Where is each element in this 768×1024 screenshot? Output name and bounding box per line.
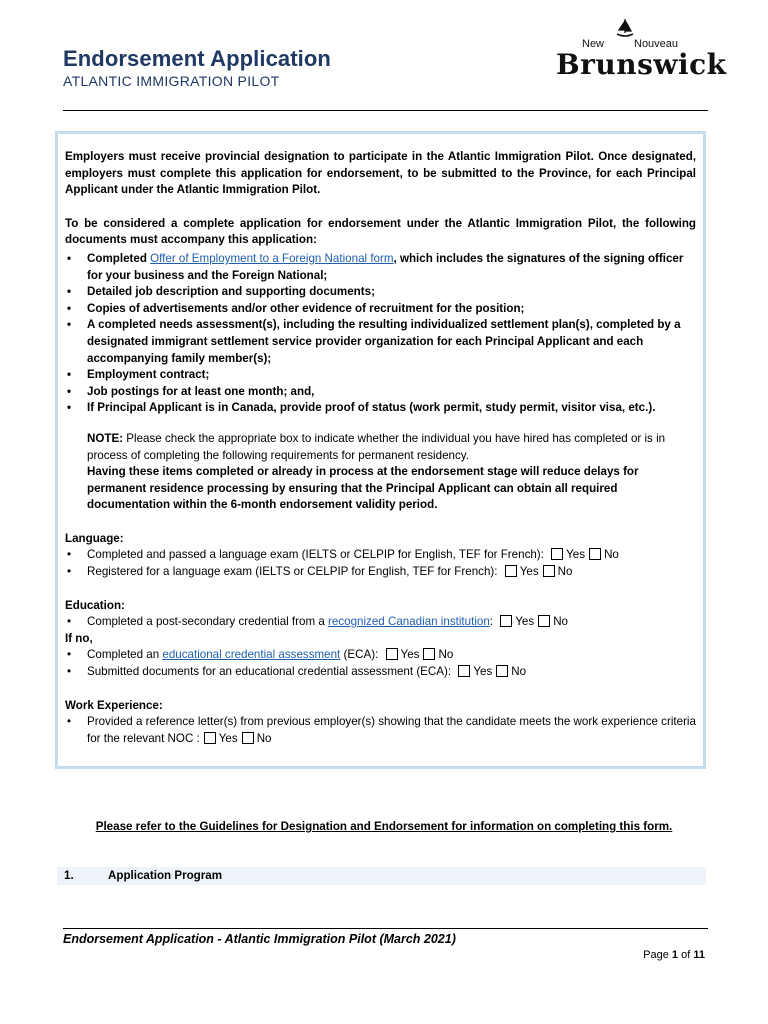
eca-submitted-yes-checkbox[interactable] — [458, 665, 470, 677]
work-list — [65, 714, 696, 747]
language-heading: Language: — [65, 531, 124, 545]
eca-submitted-no-checkbox[interactable] — [496, 665, 508, 677]
language-list — [65, 547, 696, 580]
logo-new: New — [582, 38, 605, 50]
eca-link[interactable]: educational credential assessment — [162, 648, 341, 662]
list-item: • Completed Offer of Employment to a Foreign National form, which includes the signatures of the signing officer for your business and the Foreign National; — [65, 251, 696, 284]
work-reference-no-checkbox[interactable] — [242, 732, 254, 744]
list-item: • Completed an educational credential assessment (ECA): Yes No — [65, 647, 696, 664]
required-documents-list — [65, 251, 696, 417]
new-brunswick-logo — [552, 18, 727, 81]
footer-divider — [63, 928, 708, 929]
work-experience-heading: Work Experience: — [65, 698, 163, 712]
language-registered-yes-checkbox[interactable] — [505, 565, 517, 577]
note-label: NOTE: — [87, 431, 124, 445]
page-title: Endorsement Application — [63, 46, 331, 71]
language-registered-no-checkbox[interactable] — [543, 565, 555, 577]
note-text: Please check the appropriate box to indicate whether the individual you have hired has completed or is in process of completing the following requirements for permanent residency. — [87, 431, 666, 462]
footer-text: Endorsement Application - Atlantic Immigration Pilot (March 2021) — [63, 932, 456, 946]
list-item: • Employment contract; — [65, 367, 696, 384]
logo-province: Brunswick — [556, 48, 727, 81]
section-number: 1. — [64, 869, 74, 882]
list-item: • If Principal Applicant is in Canada, provide proof of status (work permit, study permit, visitor visa, etc.). — [65, 400, 696, 417]
list-item: • Completed and passed a language exam (IELTS or CELPIP for English, TEF for French): Yes No — [65, 547, 696, 564]
education-heading: Education: — [65, 598, 125, 612]
work-reference-yes-checkbox[interactable] — [204, 732, 216, 744]
header-divider — [63, 110, 708, 111]
page-subtitle: ATLANTIC IMMIGRATION PILOT — [63, 73, 280, 89]
language-passed-no-checkbox[interactable] — [589, 548, 601, 560]
note-bold-text: Having these items completed or already in process at the endorsement stage will reduce delays for permanent residence processing by ensuring that the Principal Applicant can obtain all required documentation within the 6-month endorsement validity period. — [87, 465, 639, 512]
language-passed-yes-checkbox[interactable] — [551, 548, 563, 560]
section-label: Application Program — [108, 869, 223, 882]
list-item: • Provided a reference letter(s) from previous employer(s) showing that the candidate meets the work experience criteria for the relevant NOC : Yes No — [65, 714, 696, 747]
section-application-program — [57, 867, 706, 885]
education-credential-no-checkbox[interactable] — [538, 615, 550, 627]
education-credential-yes-checkbox[interactable] — [500, 615, 512, 627]
if-no-label: If no, — [65, 631, 93, 645]
list-item: • Completed a post-secondary credential from a recognized Canadian institution: Yes No — [65, 614, 696, 631]
list-item: • Copies of advertisements and/or other evidence of recruitment for the position; — [65, 301, 696, 318]
guidelines-reference: Please refer to the Guidelines for Designation and Endorsement for information on completing this form. — [95, 820, 673, 833]
ship-icon — [614, 18, 636, 40]
logo-nouveau: Nouveau — [634, 38, 679, 50]
list-item: • Registered for a language exam (IELTS or CELPIP for English, TEF for French): Yes No — [65, 564, 696, 581]
list-item: • A completed needs assessment(s), including the resulting individualized settlement plan(s), completed by a designated immigrant settlement service provider organization for each Principal Applicant and each accompanying family member(s); — [65, 317, 696, 367]
page-number: Page 1 of 11 — [643, 949, 705, 961]
instructions-box — [55, 131, 706, 769]
education-list — [65, 614, 696, 631]
list-item: • Detailed job description and supporting documents; — [65, 284, 696, 301]
note-block — [65, 431, 696, 514]
intro-paragraph-1: Employers must receive provincial designation to participate in the Atlantic Immigration Pilot. Once designated, employers must complete this application for endorsement, to be submitted to the Province, for each Principal Applicant under the Atlantic Immigration Pilot. — [65, 150, 696, 197]
eca-completed-yes-checkbox[interactable] — [386, 648, 398, 660]
intro-paragraph-2: To be considered a complete application for endorsement under the Atlantic Immigration Pilot, the following documents must accompany this application: — [65, 216, 696, 247]
recognized-institution-link[interactable]: recognized Canadian institution — [328, 615, 490, 629]
list-item: • Submitted documents for an educational credential assessment (ECA): Yes No — [65, 664, 696, 681]
list-item: • Job postings for at least one month; and, — [65, 384, 696, 401]
eca-list — [65, 647, 696, 680]
eca-completed-no-checkbox[interactable] — [423, 648, 435, 660]
offer-of-employment-link[interactable]: Offer of Employment to a Foreign National form — [150, 251, 394, 265]
